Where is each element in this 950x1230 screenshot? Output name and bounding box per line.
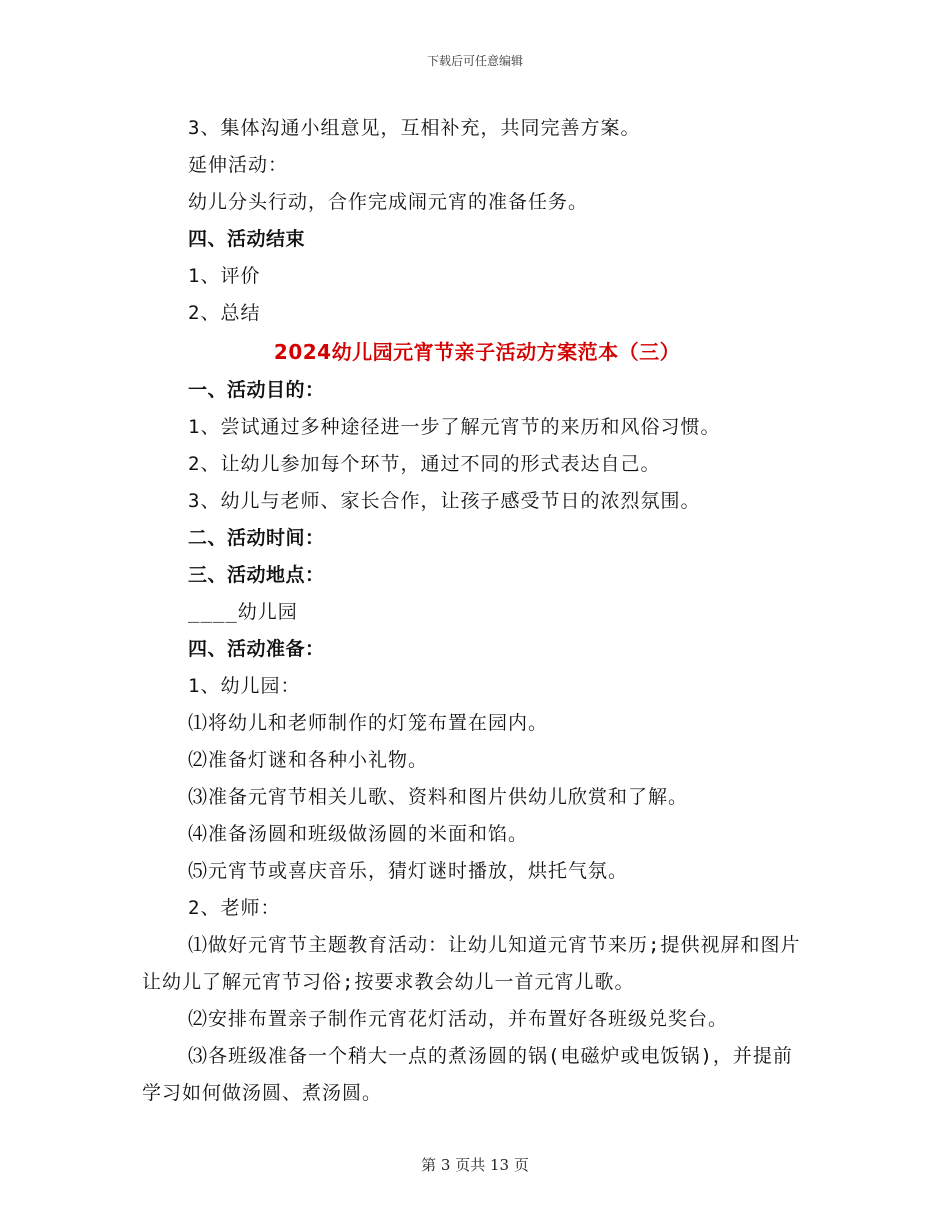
paragraph: ⑸元宵节或喜庆音乐，猜灯谜时播放，烘托气氛。 [188, 860, 629, 882]
paragraph: ⑶各班级准备一个稍大一点的煮汤圆的锅(电磁炉或电饭锅)，并提前学习如何做汤圆、煮汤圆。 [142, 1045, 793, 1104]
paragraph: ____幼儿园 [188, 601, 298, 623]
paragraph: 延伸活动： [188, 154, 289, 176]
document-body [142, 110, 812, 1112]
section-heading: 三、活动地点： [188, 564, 325, 586]
paragraph: ⑷准备汤圆和班级做汤圆的米面和馅。 [188, 823, 529, 845]
paragraph: ⑴做好元宵节主题教育活动：让幼儿知道元宵节来历;提供视屏和图片让幼儿了解元宵节习俗;按要求教会幼儿一首元宵儿歌。 [142, 934, 801, 993]
document-title: 2024幼儿园元宵节亲子活动方案范本（三） [273, 340, 681, 364]
paragraph: 1、评价 [188, 265, 261, 287]
paragraph: 1、幼儿园： [188, 675, 301, 697]
page-footer: 第 3 页共 13 页 [421, 1156, 529, 1174]
paragraph: 幼儿分头行动，合作完成闹元宵的准备任务。 [188, 191, 589, 213]
paragraph: 3、幼儿与老师、家长合作，让孩子感受节日的浓烈氛围。 [188, 490, 701, 512]
paragraph: ⑵准备灯谜和各种小礼物。 [188, 749, 429, 771]
paragraph: 3、集体沟通小组意见，互相补充，共同完善方案。 [188, 117, 641, 139]
paragraph: ⑵安排布置亲子制作元宵花灯活动，并布置好各班级兑奖台。 [188, 1008, 729, 1030]
paragraph: ⑴将幼儿和老师制作的灯笼布置在园内。 [188, 712, 549, 734]
page-header: 下载后可任意编辑 [426, 54, 523, 68]
paragraph: 1、尝试通过多种途径进一步了解元宵节的来历和风俗习惯。 [188, 416, 721, 438]
section-heading: 二、活动时间： [188, 527, 325, 549]
section-heading: 四、活动结束 [188, 228, 306, 250]
paragraph: 2、老师： [188, 897, 281, 919]
paragraph: ⑶准备元宵节相关儿歌、资料和图片供幼儿欣赏和了解。 [188, 786, 689, 808]
paragraph: 2、总结 [188, 302, 261, 324]
paragraph: 2、让幼儿参加每个环节，通过不同的形式表达自己。 [188, 453, 661, 475]
section-heading: 一、活动目的： [188, 379, 325, 401]
section-heading: 四、活动准备： [188, 638, 325, 660]
